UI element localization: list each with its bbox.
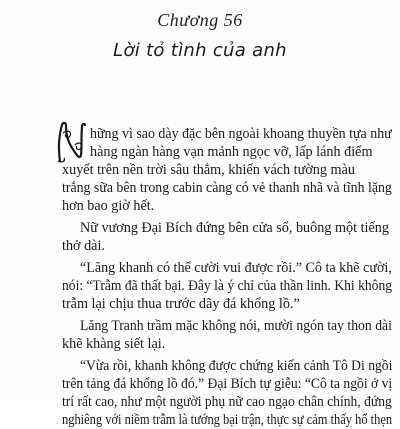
body-line: hơn bao giờ hết. xyxy=(62,198,155,214)
body-line: trên tảng đá khổng lồ đó.” Đại Bích tự giễu: “Cô ta ngồi ở vị xyxy=(62,376,393,392)
body-line: hững vì sao dày đặc bên ngoài khoang thuyền tựa như xyxy=(90,126,392,142)
body-line: xuyết trên nền trời sâu thẳm, khiến vách tường màu xyxy=(62,162,355,178)
body-line: nói: “Trẫm đã thất bại. Đây là ý chỉ của thần linh. Khi không xyxy=(62,278,393,294)
chapter-number: Chương 56 xyxy=(157,10,243,30)
body-line: hàng ngàn hàng vạn mảnh ngọc vỡ, lấp lánh điểm xyxy=(90,144,373,160)
body-line: trắng sữa bên trong cabin càng có vẻ thanh nhã và tĩnh lặng xyxy=(62,180,392,196)
body-line: khẽ khàng siết lại. xyxy=(62,336,166,352)
body-line: nghiêng với niềm trẫm là tướng bại trận, thực sự cảm thấy hổ thẹn xyxy=(62,412,393,428)
body-line: trí rất cao, như một người phụ nữ cao ngạo chân chính, đứng xyxy=(62,394,392,410)
dropcap-letter-n xyxy=(54,119,88,165)
body-line: trẫm lại chịu thua trước dãy đá khổng lồ.” xyxy=(62,296,300,312)
chapter-title: Lời tỏ tình của anh xyxy=(113,40,287,61)
dropcap-ornament-icon xyxy=(54,119,88,165)
body-line: “Vừa rồi, khanh không được chứng kiến cảnh Tô Di ngồi xyxy=(80,358,393,374)
body-line: Nữ vương Đại Bích đứng bên cửa sổ, buông một tiếng xyxy=(80,220,389,236)
body-line: Lăng Tranh trầm mặc không nói, mười ngón tay thon dài xyxy=(80,318,392,334)
body-line: thở dài. xyxy=(62,238,105,254)
body-line: “Lăng khanh có thể cười vui được rồi.” Cô ta khẽ cười, xyxy=(80,260,392,276)
